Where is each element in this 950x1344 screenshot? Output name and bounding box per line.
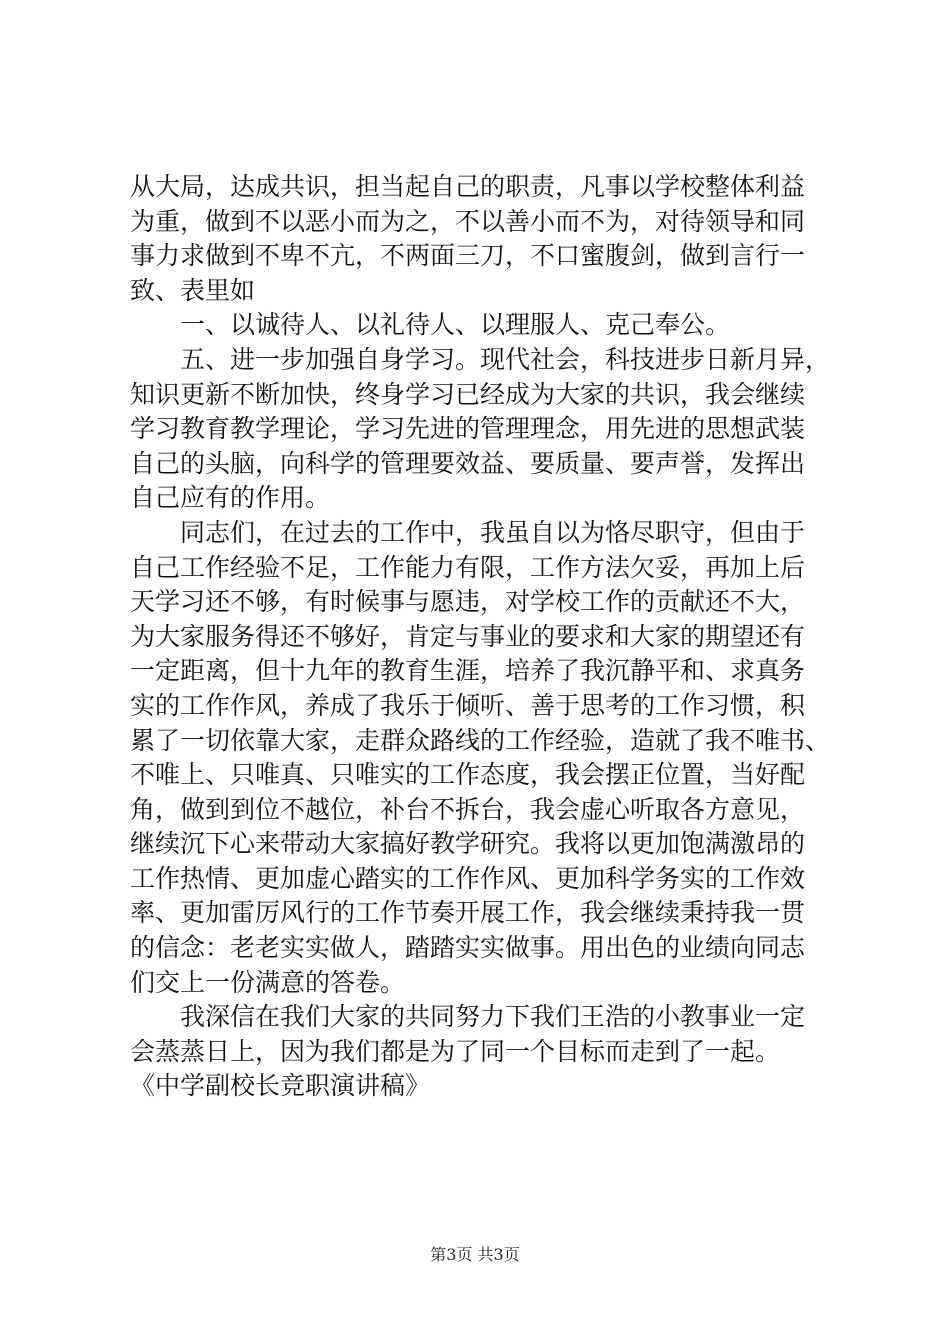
text-line: 自己工作经验不足，工作能力有限，工作方法欠妥，再加上后 bbox=[130, 552, 806, 582]
text-line: 天学习还不够，有时候事与愿违，对学校工作的贡献还不大， bbox=[130, 587, 806, 617]
text-line: 五、进一步加强自身学习。现代社会，科技进步日新月异， bbox=[180, 344, 831, 374]
text-line: 自己的头脑，向科学的管理要效益、要质量、要声誉，发挥出 bbox=[130, 448, 806, 478]
text-line: 事力求做到不卑不亢，不两面三刀，不口蜜腹剑，做到言行一 bbox=[130, 241, 806, 271]
document-title-line: 《中学副校长竞职演讲稿》 bbox=[130, 1071, 431, 1101]
text-line: 不唯上、只唯真、只唯实的工作态度，我会摆正位置，当好配 bbox=[130, 760, 806, 790]
text-line: 们交上一份满意的答卷。 bbox=[130, 967, 406, 997]
document-body bbox=[130, 170, 830, 1104]
text-line: 知识更新不断加快，终身学习已经成为大家的共识，我会继续 bbox=[130, 379, 806, 409]
text-line: 的信念：老老实实做人，踏踏实实做事。用出色的业绩向同志 bbox=[130, 933, 806, 963]
text-line: 致、表里如 bbox=[130, 275, 256, 305]
text-line: 会蒸蒸日上，因为我们都是为了同一个目标而走到了一起。 bbox=[130, 1036, 781, 1066]
text-line: 为大家服务得还不够好，肯定与事业的要求和大家的期望还有 bbox=[130, 621, 806, 651]
text-line: 实的工作作风，养成了我乐于倾听、善于思考的工作习惯，积 bbox=[130, 690, 806, 720]
text-line: 学习教育教学理论，学习先进的管理理念，用先进的思想武装 bbox=[130, 414, 806, 444]
text-line: 工作热情、更加虚心踏实的工作作风、更加科学务实的工作效 bbox=[130, 863, 806, 893]
text-line: 自己应有的作用。 bbox=[130, 483, 331, 513]
text-line: 我深信在我们大家的共同努力下我们王浩的小教事业一定 bbox=[180, 1002, 806, 1032]
text-line: 为重，做到不以恶小而为之，不以善小而不为，对待领导和同 bbox=[130, 206, 806, 236]
text-line: 从大局，达成共识，担当起自己的职责，凡事以学校整体利益 bbox=[130, 172, 806, 201]
text-line: 角，做到到位不越位，补台不拆台，我会虚心听取各方意见， bbox=[130, 794, 806, 824]
text-line: 一定距离，但十九年的教育生涯，培养了我沉静平和、求真务 bbox=[130, 656, 806, 686]
text-line: 继续沉下心来带动大家搞好教学研究。我将以更加饱满激昂的 bbox=[130, 829, 806, 859]
text-line: 累了一切依靠大家，走群众路线的工作经验，造就了我不唯书、 bbox=[130, 725, 831, 755]
text-line: 一、以诚待人、以礼待人、以理服人、克己奉公。 bbox=[180, 310, 731, 340]
text-line: 同志们，在过去的工作中，我虽自以为恪尽职守，但由于 bbox=[180, 517, 806, 547]
text-line: 率、更加雷厉风行的工作节奏开展工作，我会继续秉持我一贯 bbox=[130, 898, 806, 928]
page-number-footer: 第3页 共3页 bbox=[430, 1245, 520, 1264]
